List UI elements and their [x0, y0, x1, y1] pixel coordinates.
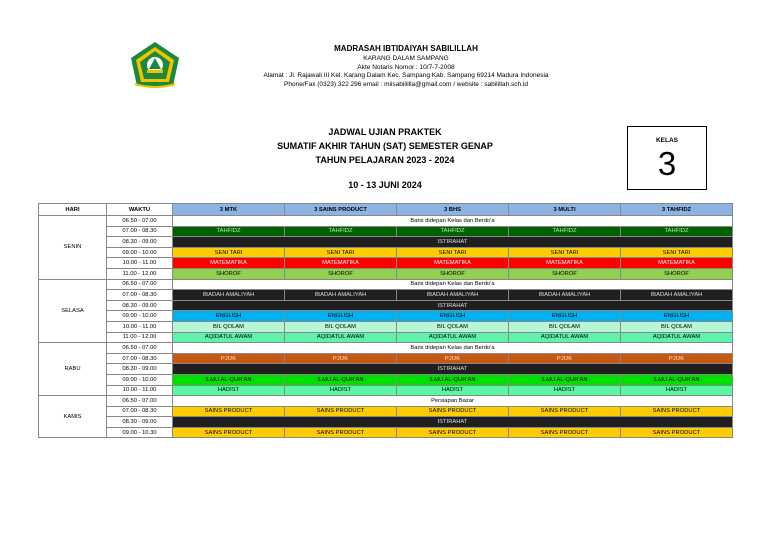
time-cell: 07.00 - 08.30: [107, 290, 173, 301]
time-cell: 09.00 - 10.30: [107, 427, 173, 438]
subject-cell: PJOK: [285, 353, 397, 364]
class-label: KELAS: [655, 137, 679, 144]
subject-cell: HADIST: [509, 385, 621, 396]
subject-cell: AQIDATUL AWAM: [285, 332, 397, 343]
subject-cell: ILMU AL-QUR'AN: [509, 374, 621, 385]
header-class-tahfidz: 3 TAHFIDZ: [621, 204, 733, 216]
day-cell: SELASA: [39, 279, 107, 343]
subject-cell: PJOK: [621, 353, 733, 364]
table-row: [39, 374, 733, 385]
subject-cell: BIL QOLAM: [397, 321, 509, 332]
day-cell: KAMIS: [39, 396, 107, 438]
table-row: [39, 216, 733, 227]
subject-cell: BIL QOLAM: [173, 321, 285, 332]
subject-cell: IBADAH AMALIYAH: [397, 290, 509, 301]
table-row: [39, 427, 733, 438]
table-row: [39, 353, 733, 364]
time-cell: 08.30 - 09.00: [107, 417, 173, 428]
subject-cell: SAINS PRODUCT: [397, 406, 509, 417]
subject-cell: SHOROF: [173, 268, 285, 279]
table-row: [39, 417, 733, 428]
header-class-multi: 3 MULTI: [509, 204, 621, 216]
table-row: [39, 300, 733, 311]
table-row: [39, 343, 733, 354]
break-cell: ISTIRAHAT: [173, 417, 733, 428]
school-name: MADRASAH IBTIDAIYAH SABILILLAH: [334, 44, 478, 53]
table-row: [39, 311, 733, 322]
time-cell: 07.00 - 08.30: [107, 226, 173, 237]
time-cell: 07.00 - 08.30: [107, 353, 173, 364]
table-row: [39, 247, 733, 258]
subject-cell: MATEMATIKA: [285, 258, 397, 269]
subject-cell: SENI TARI: [173, 247, 285, 258]
subject-cell: AQIDATUL AWAM: [621, 332, 733, 343]
subject-cell: BIL QOLAM: [285, 321, 397, 332]
subject-cell: SENI TARI: [509, 247, 621, 258]
subject-cell: ENGLISH: [621, 311, 733, 322]
subject-cell: SAINS PRODUCT: [621, 427, 733, 438]
time-cell: 08.30 - 09.00: [107, 364, 173, 375]
time-cell: 10.00 - 11.00: [107, 385, 173, 396]
subject-cell: PJOK: [397, 353, 509, 364]
time-cell: 09.00 - 10.00: [107, 311, 173, 322]
activity-cell: Baris didepan Kelas dan Berdo'a: [173, 216, 733, 227]
class-box: [627, 126, 707, 190]
activity-cell: Baris didepan Kelas dan Berdo'a: [173, 279, 733, 290]
time-cell: 07.00 - 08.30: [107, 406, 173, 417]
subject-cell: SAINS PRODUCT: [397, 427, 509, 438]
subject-cell: ILMU AL-QUR'AN: [173, 374, 285, 385]
time-cell: 10.00 - 11.00: [107, 258, 173, 269]
table-row: [39, 406, 733, 417]
time-cell: 09.00 - 10.00: [107, 247, 173, 258]
subject-cell: ILMU AL-QUR'AN: [621, 374, 733, 385]
exam-dates: 10 - 13 JUNI 2024: [348, 179, 422, 190]
day-cell: RABU: [39, 343, 107, 396]
title-line-1: JADWAL UJIAN PRAKTEK: [328, 127, 442, 137]
header-class-mtk: 3 MTK: [173, 204, 285, 216]
time-cell: 09.00 - 10.00: [107, 374, 173, 385]
school-location: KARANG DALAM SAMPANG: [363, 54, 449, 62]
day-cell: SENIN: [39, 216, 107, 280]
subject-cell: ENGLISH: [285, 311, 397, 322]
time-cell: 06.50 - 07.00: [107, 216, 173, 227]
subject-cell: ENGLISH: [397, 311, 509, 322]
header-day: HARI: [39, 204, 107, 216]
table-row: [39, 321, 733, 332]
header-class-bhs: 3 BHS: [397, 204, 509, 216]
subject-cell: ENGLISH: [509, 311, 621, 322]
activity-cell: Baris didepan Kelas dan Berdo'a: [173, 343, 733, 354]
break-cell: ISTIRAHAT: [173, 237, 733, 248]
school-address: Alamat : Jl. Rajawali III Kel. Karang Dalam Kec. Sampang Kab. Sampang 69214 Madura Indonesia: [263, 72, 549, 80]
subject-cell: SENI TARI: [397, 247, 509, 258]
subject-cell: IBADAH AMALIYAH: [173, 290, 285, 301]
subject-cell: ENGLISH: [173, 311, 285, 322]
table-header-row: [39, 204, 733, 216]
subject-cell: SHOROF: [397, 268, 509, 279]
table-row: [39, 279, 733, 290]
subject-cell: SENI TARI: [621, 247, 733, 258]
subject-cell: SAINS PRODUCT: [509, 427, 621, 438]
break-cell: ISTIRAHAT: [173, 364, 733, 375]
subject-cell: AQIDATUL AWAM: [509, 332, 621, 343]
subject-cell: MATEMATIKA: [173, 258, 285, 269]
subject-cell: HADIST: [285, 385, 397, 396]
subject-cell: TAHFIDZ: [509, 226, 621, 237]
header-time: WAKTU: [107, 204, 173, 216]
subject-cell: SAINS PRODUCT: [173, 427, 285, 438]
table-row: [39, 332, 733, 343]
table-row: [39, 396, 733, 407]
subject-cell: SAINS PRODUCT: [285, 406, 397, 417]
time-cell: 06.50 - 07.00: [107, 343, 173, 354]
subject-cell: SAINS PRODUCT: [285, 427, 397, 438]
time-cell: 11.00 - 12.00: [107, 332, 173, 343]
time-cell: 06.50 - 07.00: [107, 396, 173, 407]
schedule-table: [38, 203, 733, 438]
letterhead: [200, 44, 612, 90]
subject-cell: TAHFIDZ: [285, 226, 397, 237]
activity-cell: Persiapan Bazar: [173, 396, 733, 407]
break-cell: ISTIRAHAT: [173, 300, 733, 311]
subject-cell: IBADAH AMALIYAH: [621, 290, 733, 301]
subject-cell: SHOROF: [621, 268, 733, 279]
document-title: [230, 126, 540, 190]
subject-cell: MATEMATIKA: [621, 258, 733, 269]
subject-cell: SENI TARI: [285, 247, 397, 258]
subject-cell: TAHFIDZ: [621, 226, 733, 237]
subject-cell: TAHFIDZ: [173, 226, 285, 237]
table-row: [39, 226, 733, 237]
subject-cell: SAINS PRODUCT: [509, 406, 621, 417]
subject-cell: AQIDATUL AWAM: [397, 332, 509, 343]
table-row: [39, 364, 733, 375]
title-line-3: TAHUN PELAJARAN 2023 - 2024: [315, 154, 455, 165]
time-cell: 06.50 - 07.00: [107, 279, 173, 290]
subject-cell: IBADAH AMALIYAH: [285, 290, 397, 301]
subject-cell: PJOK: [509, 353, 621, 364]
time-cell: 08.30 - 09.00: [107, 300, 173, 311]
subject-cell: BIL QOLAM: [509, 321, 621, 332]
subject-cell: PJOK: [173, 353, 285, 364]
subject-cell: SHOROF: [509, 268, 621, 279]
subject-cell: TAHFIDZ: [397, 226, 509, 237]
subject-cell: HADIST: [173, 385, 285, 396]
school-contact: Phone/Fax (0323) 322 296 email : miisabilillla@gmail.com / website : sabilillah.sch.id: [284, 81, 528, 89]
subject-cell: IBADAH AMALIYAH: [509, 290, 621, 301]
subject-cell: SHOROF: [285, 268, 397, 279]
class-number: 3: [657, 145, 677, 182]
subject-cell: MATEMATIKA: [397, 258, 509, 269]
table-row: [39, 258, 733, 269]
notary-deed: Akte Notaris Nomor : 10/7-7-2008: [357, 63, 455, 71]
table-row: [39, 268, 733, 279]
table-row: [39, 290, 733, 301]
table-row: [39, 237, 733, 248]
time-cell: 08.30 - 09.00: [107, 237, 173, 248]
subject-cell: MATEMATIKA: [509, 258, 621, 269]
subject-cell: ILMU AL-QUR'AN: [285, 374, 397, 385]
subject-cell: HADIST: [397, 385, 509, 396]
subject-cell: AQIDATUL AWAM: [173, 332, 285, 343]
time-cell: 10.00 - 11.00: [107, 321, 173, 332]
header-class-sains-product: 3 SAINS PRODUCT: [285, 204, 397, 216]
madrasah-emblem-icon: [127, 40, 183, 90]
subject-cell: SAINS PRODUCT: [621, 406, 733, 417]
subject-cell: BIL QOLAM: [621, 321, 733, 332]
subject-cell: SAINS PRODUCT: [173, 406, 285, 417]
time-cell: 11.00 - 12.00: [107, 268, 173, 279]
subject-cell: ILMU AL-QUR'AN: [397, 374, 509, 385]
table-row: [39, 385, 733, 396]
title-line-2: SUMATIF AKHIR TAHUN (SAT) SEMESTER GENAP: [277, 140, 493, 151]
subject-cell: HADIST: [621, 385, 733, 396]
